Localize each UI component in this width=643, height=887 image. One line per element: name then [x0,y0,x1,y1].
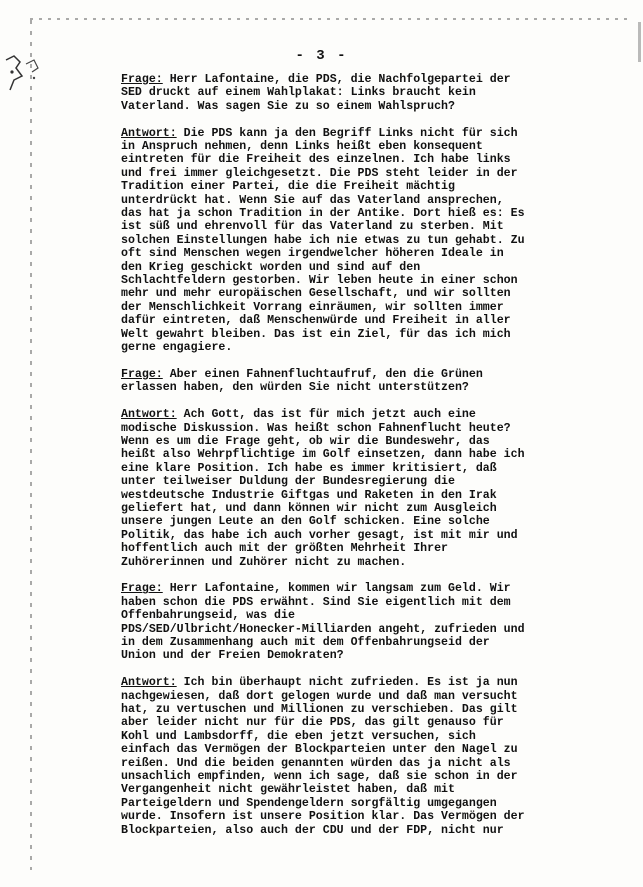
text-line [121,274,561,287]
line-text: Politik, das habe ich auch vorher gesagt, ist mit mir und [121,528,518,542]
text-line [121,220,561,233]
line-text: PDS/SED/Ulbricht/Honecker-Milliarden angeht, zufrieden und [121,622,525,636]
text-line [121,194,561,207]
line-text: Vergangenheit nicht gewährleistet haben, daß mit [121,783,455,797]
scan-edge-left [30,20,32,870]
interview-text [121,73,561,850]
line-text: einfach das Vermögen der Blockparteien unter den Nagel zu [121,743,518,757]
line-text: westdeutsche Industrie Giftgas und Raketen in den Irak [121,488,497,502]
text-line [121,180,561,193]
text-line [121,730,561,743]
line-text: SED druckt auf einem Wahlplakat: Links braucht kein [121,86,476,100]
text-line [121,341,561,354]
line-text: Zuhörerinnen und Zuhörer nicht zu machen. [121,555,407,569]
line-text: unsachlich empfinden, wenn ich sage, daß sie schon in der [121,770,518,784]
text-line [121,73,561,86]
text-line [121,247,561,260]
text-line [121,435,561,448]
text-line [121,475,561,488]
line-text: reißen. Und die beiden genannten würden das ja nicht als [121,756,511,770]
text-line [121,676,561,689]
line-text: den Krieg geschickt worden und sind auf den [121,260,421,274]
text-line [121,743,561,756]
text-line [121,542,561,555]
text-line [121,234,561,247]
line-text: solchen Einstellungen habe ich nie etwas zu tun gehabt. Zu [121,233,525,247]
line-text: heißt also Wehrpflichtige im Golf einsetzen, dann habe ich [121,448,525,462]
text-line [121,153,561,166]
line-text: in Anspruch nehmen, denn Links heißt eben konsequent [121,140,483,154]
line-text: Schlachtfeldern gestorben. Wir leben heute in einer schon [121,274,518,288]
line-text: Parteigeldern und Spendengeldern sorgfältig umgegangen [121,796,497,810]
line-text: Union und der Freien Demokraten? [121,649,344,663]
text-line [121,381,561,394]
text-line [121,649,561,662]
text-line [121,609,561,622]
line-text: und frei immer gleichgesetzt. Die PDS steht leider in der [121,166,518,180]
line-text: gerne engagiere. [121,341,233,355]
line-text: dafür eintreten, daß Menschenwürde und Freiheit in aller [121,314,511,328]
text-line [121,690,561,703]
text-line [121,408,561,421]
text-line [121,287,561,300]
text-line [121,301,561,314]
text-line [121,368,561,381]
text-line [121,623,561,636]
line-text: Kohl und Lambsdorff, die eben jetzt versuchen, sich [121,729,476,743]
speaker-label: Frage: [121,73,163,86]
line-text: in dem Zusammenhang auch mit dem Offenbahrungseid der [121,636,490,649]
text-line [121,596,561,609]
text-line [121,448,561,461]
text-line [121,757,561,770]
line-text: Herr Lafontaine, die PDS, die Nachfolgepartei der [162,73,511,86]
text-line [121,167,561,180]
text-line [121,556,561,569]
line-text: geliefert hat, und dann können wir nicht zum Ausgleich [121,501,497,515]
qa-block [121,127,561,355]
speaker-label: Antwort: [121,408,177,422]
text-line [121,783,561,796]
line-text: Vaterland. Was sagen Sie zu so einem Wahlspruch? [121,99,455,113]
text-line [121,100,561,113]
line-text: mehr und mehr europäischen Gesellschaft, und wir sollten [121,287,511,301]
line-text: der Menschlichkeit Vorrang einräumen, wir sollten immer [121,300,504,314]
line-text: erlassen haben, den würden Sie nicht unterstützen? [121,381,469,395]
text-line [121,502,561,515]
text-line [121,140,561,153]
line-text: unterdrückt hat. Wenn Sie auf das Vaterland ansprechen, [121,193,504,207]
speaker-label: Antwort: [121,676,177,690]
qa-block [121,368,561,395]
line-text: Ach Gott, das ist für mich jetzt auch eine [176,408,476,422]
text-line [121,127,561,140]
line-text: Wenn es um die Frage geht, ob wir die Bundeswehr, das [121,434,490,448]
line-text: das hat ja schon Tradition in der Antike. Dort hieß es: Es [121,207,525,221]
qa-block [121,408,561,569]
line-text: nachgewiesen, daß dort gelogen wurde und daß man versucht [121,689,518,703]
line-text: modische Diskussion. Was heißt schon Fahnenflucht heute? [121,421,511,435]
speaker-label: Frage: [121,367,163,381]
line-text: eine klare Position. Ich habe es immer kritisiert, daß [121,461,497,475]
text-line [121,86,561,99]
line-text: hoffentlich auch mit der größten Mehrheit Ihrer [121,542,448,556]
line-text: oft sind Menschen wegen irgendwelcher höheren Ideale in [121,247,504,261]
text-line [121,328,561,341]
line-text: Ich bin überhaupt nicht zufrieden. Es ist ja nun [176,676,518,690]
line-text: Tradition einer Partei, die die Freiheit mächtig [121,180,455,194]
line-text: aber leider nicht nur für die PDS, das gilt genauso für [121,716,504,730]
line-text: Welt gewahrt bleiben. Das ist ein Ziel, für das ich mich [121,327,511,341]
line-text: eintreten für die Freiheit des einzelnen. Ich habe links [121,153,511,167]
text-line [121,810,561,823]
line-text: Blockparteien, also auch der CDU und der FDP, nicht nur [121,823,504,837]
line-text: Herr Lafontaine, kommen wir langsam zum Geld. Wir [162,582,511,596]
line-text: Aber einen Fahnenfluchtaufruf, den die Grünen [162,367,483,381]
line-text: Die PDS kann ja den Begriff Links nicht für sich [176,126,518,140]
scan-edge-top [30,18,630,20]
text-line [121,422,561,435]
text-line [121,462,561,475]
line-text: ist süß und ehrenvoll für das Vaterland zu sterben. Mit [121,220,504,234]
text-line [121,797,561,810]
text-line [121,529,561,542]
text-line [121,636,561,649]
qa-block [121,676,561,837]
text-line [121,770,561,783]
qa-block [121,582,561,662]
line-text: unter teilweiser Duldung der Bundesregierung die [121,475,455,489]
speaker-label: Frage: [121,582,163,596]
text-line [121,314,561,327]
qa-block [121,73,561,113]
line-text: wurde. Insofern ist unsere Position klar. Das Vermögen der [121,810,525,824]
line-text: Offenbahrungseid, was die [121,609,295,623]
line-text: haben schon die PDS erwähnt. Sind Sie eigentlich mit dem [121,595,511,609]
page-number: - 3 - [295,48,348,64]
text-line [121,515,561,528]
speaker-label: Antwort: [121,126,177,140]
line-text: unsere jungen Leute an den Golf schicken. Eine solche [121,515,490,529]
text-line [121,582,561,595]
text-line [121,716,561,729]
text-line [121,261,561,274]
text-line [121,207,561,220]
text-line [121,824,561,837]
text-line [121,489,561,502]
line-text: hat, zu vertuschen und Millionen zu verschieben. Das gilt [121,703,518,717]
text-line [121,703,561,716]
